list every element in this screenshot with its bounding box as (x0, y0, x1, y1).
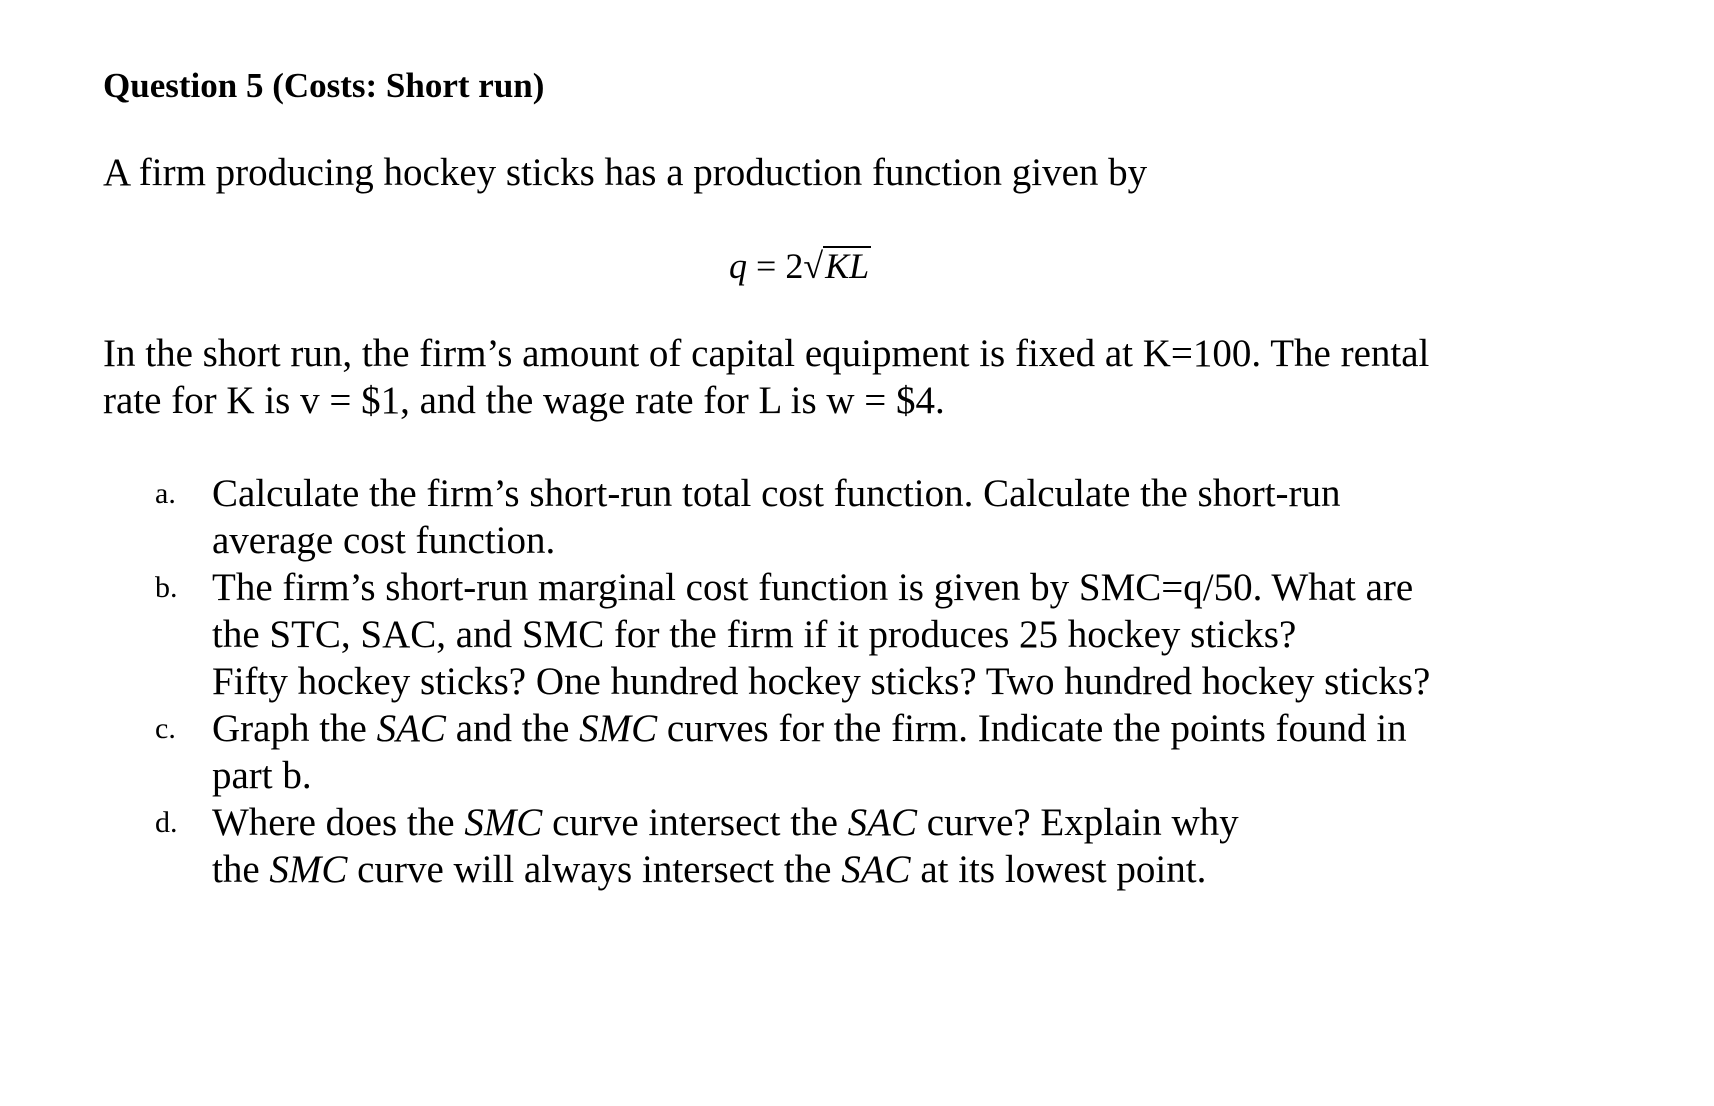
part-d-smc-term: SMC (464, 801, 543, 844)
part-d-marker: d. (155, 806, 178, 839)
part-b (155, 564, 1430, 705)
question-parts-list (155, 470, 1430, 893)
context-line-2: rate for K is v = $1, and the wage rate for L is w = $4. (103, 379, 945, 422)
production-function-formula (729, 242, 871, 290)
part-c (155, 705, 1430, 799)
formula-lhs: q (729, 246, 747, 286)
formula-coefficient: 2 (785, 246, 804, 286)
part-c-smc-term: SMC (579, 707, 658, 750)
part-d-line-2 (212, 846, 1430, 893)
part-d-sac-term-2: SAC (841, 848, 911, 891)
part-d-text-1: Where does the (212, 801, 465, 844)
part-c-sac-term: SAC (376, 707, 446, 750)
context-line-1: In the short run, the firm’s amount of capital equipment is fixed at K=100. The rental (103, 332, 1430, 375)
part-c-text-2: and the (445, 707, 580, 750)
part-d-sac-term: SAC (847, 801, 918, 844)
part-d (155, 799, 1430, 893)
part-c-marker: c. (155, 712, 176, 745)
question-heading: Question 5 (Costs: Short run) (103, 66, 545, 105)
part-b-marker: b. (155, 571, 178, 604)
part-d-text-5: curve will always intersect the (347, 848, 842, 891)
part-c-text-1: Graph the (212, 707, 377, 750)
part-c-text-3: curves for the firm. Indicate the points found in (657, 707, 1407, 750)
part-a (155, 470, 1430, 564)
part-d-text-6: at its lowest point. (910, 848, 1207, 891)
part-b-line-2: the STC, SAC, and SMC for the firm if it produces 25 hockey sticks? (212, 613, 1297, 656)
part-d-line-1 (212, 799, 1430, 846)
intro-paragraph: A firm producing hockey sticks has a production function given by (103, 151, 1148, 194)
part-b-line-1: The firm’s short-run marginal cost function is given by SMC=q/50. What are (212, 566, 1414, 609)
part-d-text-4: the (212, 848, 270, 891)
formula-equals: = (756, 246, 777, 286)
part-b-line-3: Fifty hockey sticks? One hundred hockey sticks? Two hundred hockey sticks? (212, 660, 1431, 703)
part-c-line-1 (212, 705, 1430, 752)
context-paragraph (103, 330, 1429, 424)
formula-radicand: KL (825, 246, 870, 286)
part-c-line-2: part b. (212, 754, 312, 797)
part-a-line-2: average cost function. (212, 519, 556, 562)
part-d-text-3: curve? Explain why (917, 801, 1239, 844)
part-d-text-2: curve intersect the (542, 801, 848, 844)
part-a-marker: a. (155, 477, 176, 510)
part-a-line-1: Calculate the firm’s short-run total cost function. Calculate the short-run (212, 472, 1341, 515)
square-root-sign: √ (803, 246, 824, 286)
part-d-smc-term-2: SMC (269, 848, 348, 891)
